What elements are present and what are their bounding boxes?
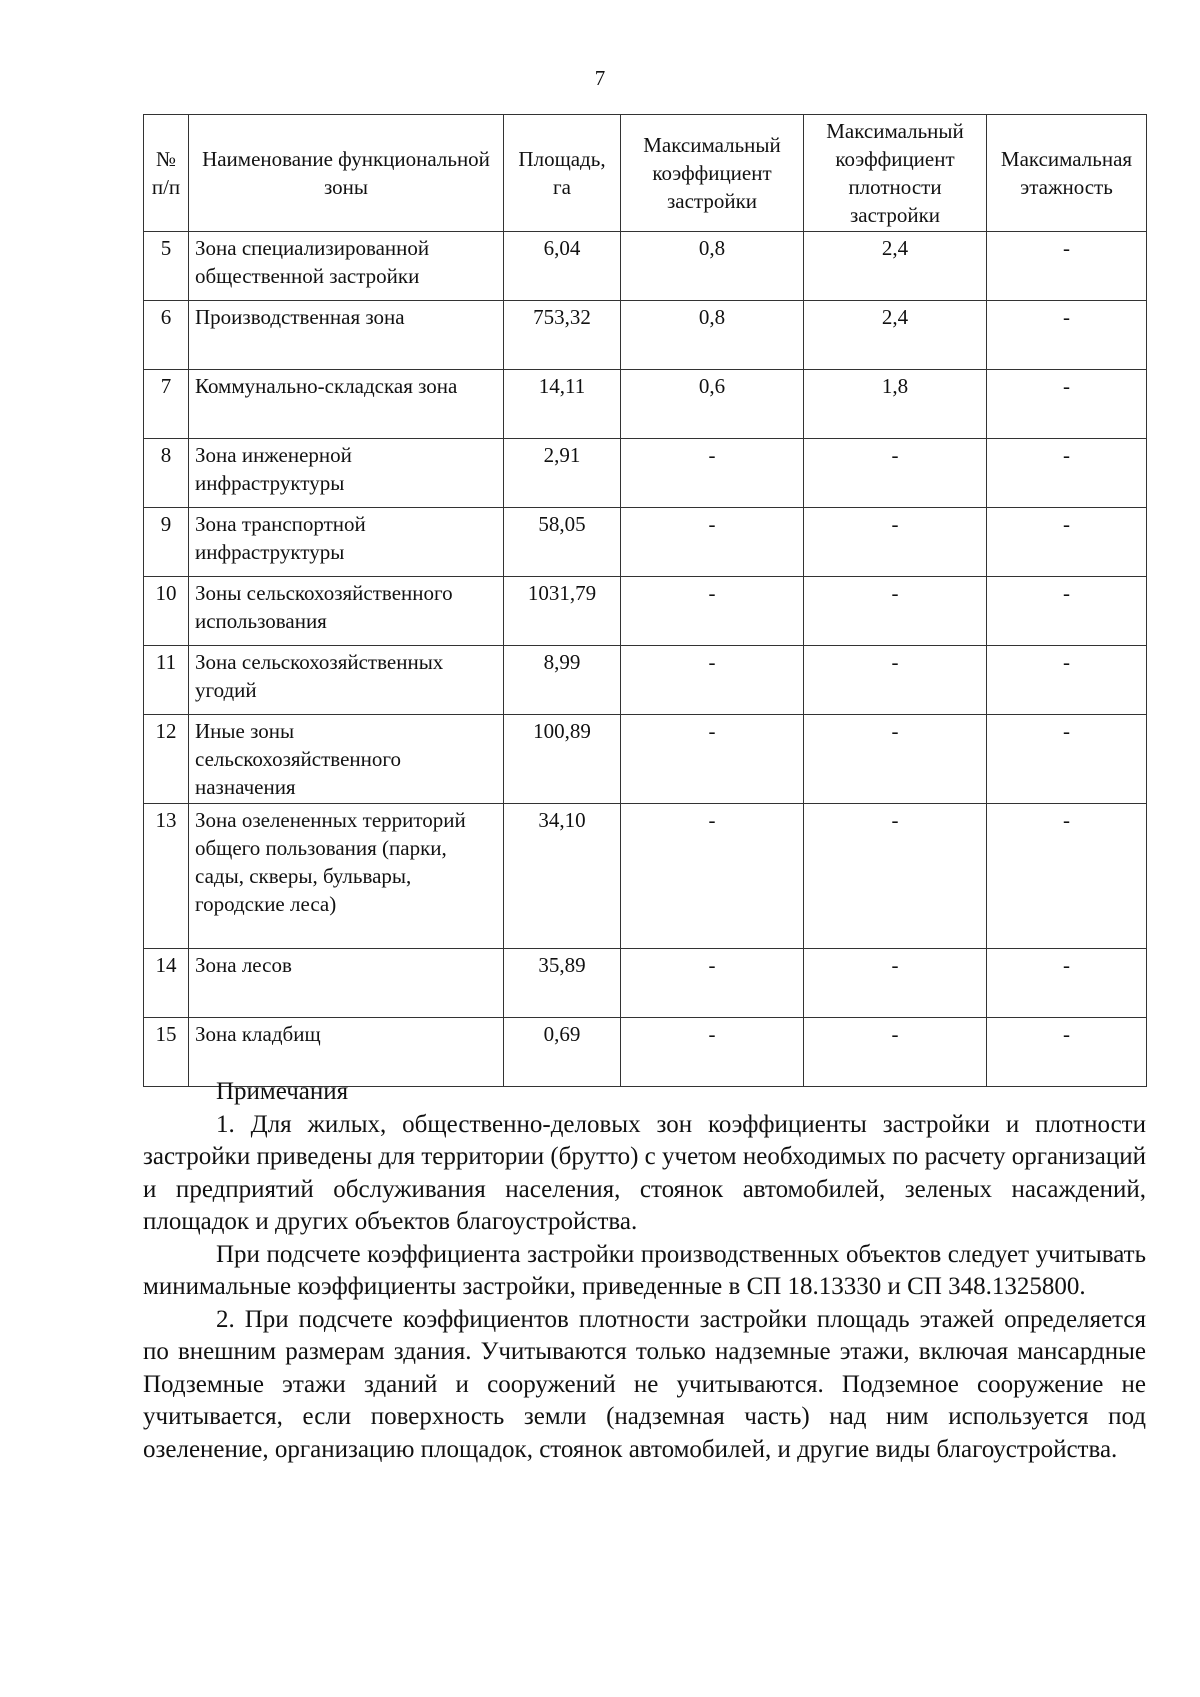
cell-number: 5 [144, 232, 189, 301]
header-zone-name: Наименование функциональной зоны [189, 115, 504, 232]
cell-zone-name: Зона транспортной инфраструктуры [189, 508, 504, 577]
cell-number: 6 [144, 301, 189, 370]
cell-number: 10 [144, 577, 189, 646]
cell-zone-name: Производственная зона [189, 301, 504, 370]
cell-area: 58,05 [504, 508, 621, 577]
cell-floors: - [987, 1018, 1147, 1087]
cell-density-coefficient: - [804, 949, 987, 1018]
cell-floors: - [987, 949, 1147, 1018]
cell-zone-name: Зона инженерной инфраструктуры [189, 439, 504, 508]
header-max-building-coefficient: Максимальный коэффициент застройки [621, 115, 804, 232]
table-row [144, 439, 1147, 508]
note-paragraph-1: 1. Для жилых, общественно-деловых зон коэффициенты застройки и плотности застройки приведены для территории (брутто) с учетом необходимых по расчету организаций и предприятий обслуживания населения, стоянок автомобилей, зеленых насаждений, площадок и других объектов благоустройства. [143, 1110, 1146, 1235]
cell-building-coefficient: - [621, 646, 804, 715]
header-max-density-coefficient: Максимальный коэффициент плотности застройки [804, 115, 987, 232]
cell-floors: - [987, 577, 1147, 646]
cell-zone-name: Иные зоны сельскохозяйственного назначения [189, 715, 504, 804]
cell-floors: - [987, 804, 1147, 949]
cell-building-coefficient: - [621, 1018, 804, 1087]
table-row [144, 232, 1147, 301]
cell-area: 8,99 [504, 646, 621, 715]
cell-area: 6,04 [504, 232, 621, 301]
functional-zones-table [143, 114, 1147, 1087]
table-row [144, 804, 1147, 949]
cell-building-coefficient: - [621, 577, 804, 646]
notes-title: Примечания [216, 1078, 349, 1105]
table-row [144, 646, 1147, 715]
cell-number: 7 [144, 370, 189, 439]
cell-floors: - [987, 301, 1147, 370]
cell-zone-name: Зона лесов [189, 949, 504, 1018]
cell-building-coefficient: 0,8 [621, 301, 804, 370]
cell-floors: - [987, 508, 1147, 577]
cell-density-coefficient: - [804, 646, 987, 715]
cell-area: 34,10 [504, 804, 621, 949]
cell-building-coefficient: - [621, 804, 804, 949]
cell-building-coefficient: 0,6 [621, 370, 804, 439]
cell-area: 0,69 [504, 1018, 621, 1087]
notes-section [143, 1076, 1146, 1466]
cell-floors: - [987, 439, 1147, 508]
header-area: Площадь, га [504, 115, 621, 232]
cell-area: 2,91 [504, 439, 621, 508]
header-max-floors: Максимальная этажность [987, 115, 1147, 232]
cell-density-coefficient: - [804, 577, 987, 646]
cell-density-coefficient: - [804, 439, 987, 508]
cell-density-coefficient: - [804, 1018, 987, 1087]
header-number: № п/п [144, 115, 189, 232]
cell-zone-name: Коммунально-складская зона [189, 370, 504, 439]
cell-number: 13 [144, 804, 189, 949]
note-paragraph-3: 2. При подсчете коэффициентов плотности застройки площадь этажей определяется по внешним размерам здания. Учитываются только надземные этажи, включая мансардные Подземные этажи зданий и сооружений не учитываются. Подземное сооружение не учитывается, если поверхность земли (надземная часть) над ним используется под озеленение, организацию площадок, стоянок автомобилей, и другие виды благоустройства. [143, 1305, 1146, 1463]
cell-area: 1031,79 [504, 577, 621, 646]
table-header-row [144, 115, 1147, 232]
table-row [144, 370, 1147, 439]
cell-area: 100,89 [504, 715, 621, 804]
cell-zone-name: Зоны сельскохозяйственного использования [189, 577, 504, 646]
cell-number: 12 [144, 715, 189, 804]
cell-density-coefficient: - [804, 804, 987, 949]
cell-density-coefficient: - [804, 715, 987, 804]
cell-number: 11 [144, 646, 189, 715]
table-row [144, 301, 1147, 370]
cell-density-coefficient: 2,4 [804, 301, 987, 370]
cell-building-coefficient: - [621, 439, 804, 508]
cell-density-coefficient: 2,4 [804, 232, 987, 301]
cell-zone-name: Зона озелененных территорий общего пользования (парки, сады, скверы, бульвары, городские леса) [189, 804, 504, 949]
cell-building-coefficient: - [621, 949, 804, 1018]
cell-floors: - [987, 715, 1147, 804]
cell-number: 8 [144, 439, 189, 508]
cell-density-coefficient: 1,8 [804, 370, 987, 439]
table-row [144, 949, 1147, 1018]
cell-floors: - [987, 232, 1147, 301]
cell-number: 14 [144, 949, 189, 1018]
cell-zone-name: Зона специализированной общественной застройки [189, 232, 504, 301]
cell-floors: - [987, 370, 1147, 439]
cell-area: 753,32 [504, 301, 621, 370]
table-row [144, 577, 1147, 646]
cell-zone-name: Зона кладбищ [189, 1018, 504, 1087]
table-row [144, 715, 1147, 804]
cell-floors: - [987, 646, 1147, 715]
cell-building-coefficient: - [621, 508, 804, 577]
cell-density-coefficient: - [804, 508, 987, 577]
note-paragraph-2: При подсчете коэффициента застройки производственных объектов следует учитывать минимальные коэффициенты застройки, приведенные в СП 18.13330 и СП 348.1325800. [143, 1240, 1146, 1300]
cell-building-coefficient: 0,8 [621, 232, 804, 301]
cell-zone-name: Зона сельскохозяйственных угодий [189, 646, 504, 715]
cell-building-coefficient: - [621, 715, 804, 804]
cell-number: 9 [144, 508, 189, 577]
page-number: 7 [594, 66, 606, 90]
cell-number: 15 [144, 1018, 189, 1087]
cell-area: 35,89 [504, 949, 621, 1018]
cell-area: 14,11 [504, 370, 621, 439]
table-row [144, 508, 1147, 577]
